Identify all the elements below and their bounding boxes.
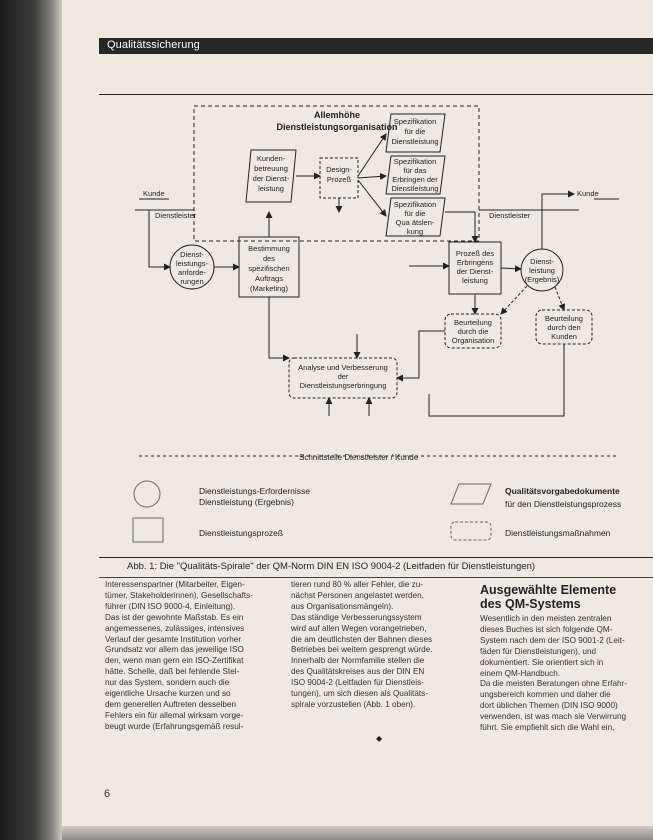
design-line: Prozeß xyxy=(326,175,352,184)
beurteilung-kunden-line: durch den xyxy=(547,323,581,332)
analyse-line: Analyse und Verbesserung xyxy=(298,363,388,372)
bestimmung-line: (Marketing) xyxy=(250,284,288,293)
text-line: Innerhalb der Normfamilie stellen die xyxy=(291,656,425,666)
analyse-line: Dienstleistungserbringung xyxy=(299,381,387,390)
text-line: den, wenn man gern ein ISO-Zertifikat xyxy=(105,656,244,666)
section-title-line: Ausgewählte Elemente xyxy=(480,583,617,597)
text-line: nur das System, sondern auch die xyxy=(105,678,230,688)
text-column-3 xyxy=(480,614,652,734)
beurteilung-org-line: durch die xyxy=(457,327,489,336)
text-line: System nach dem der ISO 9001-2 (Leit- xyxy=(480,635,625,645)
text-line: Das ist der gewohnte Maßstab. Es ein xyxy=(105,612,244,622)
book-spine xyxy=(0,0,62,840)
text-line: dieses Buches ist sich folgende QM- xyxy=(480,624,613,634)
kundenbetreuung-line: leistung xyxy=(258,184,284,193)
bestimmung-line: spezifischen xyxy=(248,264,290,273)
beurteilung-kunden-line: Kunden xyxy=(551,332,577,341)
spec-dienst-line: Spezifikation xyxy=(393,117,437,126)
prozess-erbringen-line: Prozeß des xyxy=(455,249,495,258)
legend-parallelogram-label-2: für den Dienstleistungsprozess xyxy=(505,499,622,509)
text-line: fäden für Dienstleistungen), und xyxy=(480,646,597,656)
text-line: Grundsatz vor allem das jeweilige ISO xyxy=(105,645,244,655)
text-line: wird auf allen Wegen vorangetrieben, xyxy=(291,623,427,633)
text-line: spirale vorzustellen (Abb. 1 oben). xyxy=(291,699,416,709)
text-line: angemessenes, zulässiges, intensives xyxy=(105,623,245,633)
text-line: des Qualitätskreises aus der DIN EN xyxy=(291,667,425,677)
text-line: Verlauf der gesamte Institution vorher xyxy=(105,634,242,644)
spec-qual-line: Qua ätslen- xyxy=(395,218,435,227)
legend-circle-label-1: Dienstleistungs-Erfordernisse xyxy=(199,486,311,496)
spec-erbringung-line: Spezifikation xyxy=(393,157,437,166)
caption-rule-top xyxy=(99,557,653,558)
prozess-erbringen-line: leistung xyxy=(462,276,488,285)
text-line: tungen), um sich diesen als Qualitäts- xyxy=(291,689,428,699)
text-line: Interessenspartner (Mitarbeiter, Eigen- xyxy=(105,580,245,589)
section-title-line: des QM-Systems xyxy=(480,597,581,611)
label-dienstleister-right: Dienstleister xyxy=(489,211,531,220)
text-line: Wesentlich in den meisten zentralen xyxy=(480,614,612,623)
spec-dienst-line: für die xyxy=(404,127,426,136)
text-line: Das ständige Verbesserungssystem xyxy=(291,612,422,622)
text-line: beugt wurde (Erfahrungsgemäß resul- xyxy=(105,721,244,731)
text-line: verwenden, ist was mach sie Verwirrung xyxy=(480,712,627,722)
text-line: die am deutlichsten der Bahnen dieses xyxy=(291,634,433,644)
spec-qual-line: Spezifikation xyxy=(393,200,437,209)
text-line: dem generellen Auftreten desselben xyxy=(105,699,237,709)
text-line: aus Organisationsmängeln). xyxy=(291,601,394,611)
kundenbetreuung-line: Kunden- xyxy=(256,154,286,163)
label-schnittstelle: Schnittstelle Dienstleister / Kunde xyxy=(299,453,419,462)
text-line: Da die meisten Beratungen ohne Erfahr- xyxy=(480,679,628,689)
text-line: dort üblichen Themen (DIN ISO 9000) xyxy=(480,701,618,711)
spec-erbringung-line: für das xyxy=(403,166,427,175)
quality-spiral-figure xyxy=(99,94,653,554)
ergebnis-line: leistung xyxy=(529,266,555,275)
beurteilung-kunden-line: Beurteilung xyxy=(545,314,583,323)
kundenbetreuung-line: der Dienst- xyxy=(252,174,290,183)
legend-rect-label: Dienstleistungsprozeß xyxy=(199,528,284,538)
legend-circle-label-2: Dienstleistung (Ergebnis) xyxy=(199,497,294,507)
anforderung-line: leistungs- xyxy=(175,259,209,268)
figure-caption: Abb. 1: Die "Qualitäts-Spirale" der QM-Norm DIN EN ISO 9004-2 (Leitfaden für Dienstleistungen) xyxy=(127,561,536,572)
org-title-1: Allemhöhe xyxy=(313,110,361,120)
end-bullet: ◆ xyxy=(376,734,383,743)
org-title-2: Dienstleistungsorganisation xyxy=(276,122,398,132)
section-title xyxy=(480,583,650,611)
spec-dienst-line: Dienstleistung xyxy=(391,137,439,146)
text-line: tieren rund 80 % aller Fehler, die zu- xyxy=(291,580,423,589)
spec-qual-line: für die xyxy=(404,209,426,218)
text-line: ungsbereich kommen und daher die xyxy=(480,690,611,700)
ergebnis-line: (Ergebnis) xyxy=(524,275,560,284)
text-line: ISO 9004-2 (Leitfaden für Dienstleis- xyxy=(291,678,424,688)
caption-rule-bottom xyxy=(99,577,653,578)
beurteilung-org-line: Organisation xyxy=(451,336,495,345)
anforderung-line: rungen xyxy=(180,277,204,286)
label-kunde-right: Kunde xyxy=(577,189,599,198)
design-line: Design- xyxy=(326,165,352,174)
anforderung-line: Dienst- xyxy=(180,250,204,259)
spec-qual-line: kung xyxy=(406,227,424,236)
text-line: tümer, Stakeholderinnen), Gesellschafts- xyxy=(105,590,253,600)
text-line: Betriebes bei weitem gesprengt würde. xyxy=(291,645,433,655)
label-kunde-left: Kunde xyxy=(143,189,165,198)
text-line: führt. Sie empfiehlt sich die Wahl ein, xyxy=(480,723,615,733)
prozess-erbringen-line: der Dienst- xyxy=(456,267,494,276)
anforderung-line: anforde- xyxy=(178,268,206,277)
section-header-title: Qualitätssicherung xyxy=(107,39,200,51)
ergebnis-line: Dienst- xyxy=(530,257,554,266)
text-line: nächst Personen angelastet werden, xyxy=(291,590,424,600)
text-line: Fehlers ein für allemal wirksam vorge- xyxy=(105,710,244,720)
section-header xyxy=(99,38,653,54)
label-dienstleister-left: Dienstleister xyxy=(155,211,197,220)
figure-frame xyxy=(99,94,653,555)
bestimmung-line: Auftrags xyxy=(255,274,283,283)
text-column-2 xyxy=(291,580,467,711)
text-column-1 xyxy=(105,580,280,733)
text-line: führer (DIN ISO 9000-4, Einleitung). xyxy=(105,601,236,611)
spec-erbringung-line: Erbringen der xyxy=(392,175,438,184)
page-number: 6 xyxy=(104,788,111,800)
bestimmung-line: des xyxy=(262,254,276,263)
text-line: eigentliche Ursache kurzen und so xyxy=(105,689,231,699)
beurteilung-org-line: Beurteilung xyxy=(454,318,492,327)
kundenbetreuung-line: betreuung xyxy=(254,164,288,173)
legend-parallelogram-label-1: Qualitätsvorgabedokumente xyxy=(505,486,620,496)
bestimmung-line: Bestimmung xyxy=(248,244,290,253)
text-line: hätte. Schelle, daß bei fehlende Stel- xyxy=(105,667,240,677)
text-line: einem QM-Handbuch. xyxy=(480,668,561,678)
prozess-erbringen-line: Erbringens xyxy=(456,258,494,267)
analyse-line: der xyxy=(337,372,349,381)
spec-erbringung-line: Dienstleistung xyxy=(391,184,439,193)
legend-dashed-label: Dienstleistungsmaßnahmen xyxy=(505,528,611,538)
page-bottom-shadow xyxy=(62,826,653,840)
text-line: dokumentiert. Sie orientiert sich in xyxy=(480,657,604,667)
